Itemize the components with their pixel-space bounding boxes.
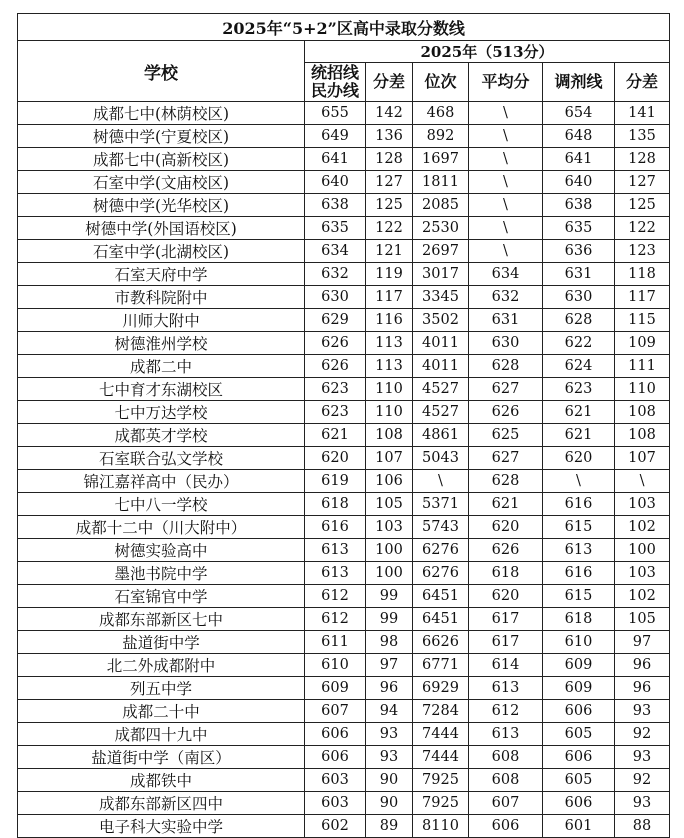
line-score: 640 — [305, 171, 366, 194]
line-score: 635 — [305, 217, 366, 240]
line-score: 638 — [305, 194, 366, 217]
diff2-value: 102 — [615, 516, 670, 539]
diff2-value: 141 — [615, 102, 670, 125]
diff2-value: 115 — [615, 309, 670, 332]
diff1-value: 98 — [366, 631, 413, 654]
table-row — [18, 286, 670, 309]
school-name: 石室中学(北湖校区) — [18, 240, 305, 263]
rank-value: 4011 — [413, 332, 469, 355]
school-name: 石室联合弘文学校 — [18, 447, 305, 470]
diff2-value: 88 — [615, 815, 670, 838]
school-name: 成都七中(林荫校区) — [18, 102, 305, 125]
adjust-line-value: 609 — [543, 654, 615, 677]
line-score: 609 — [305, 677, 366, 700]
school-name: 川师大附中 — [18, 309, 305, 332]
diff2-value: 92 — [615, 723, 670, 746]
adjust-line-value: 628 — [543, 309, 615, 332]
average-value: 627 — [469, 447, 543, 470]
average-value: \ — [469, 171, 543, 194]
diff2-value: 109 — [615, 332, 670, 355]
average-value: \ — [469, 148, 543, 171]
rank-value: 5743 — [413, 516, 469, 539]
diff1-value: 106 — [366, 470, 413, 493]
line-score: 630 — [305, 286, 366, 309]
school-name: 成都东部新区七中 — [18, 608, 305, 631]
diff2-value: 123 — [615, 240, 670, 263]
diff2-value: 127 — [615, 171, 670, 194]
diff2-value: 92 — [615, 769, 670, 792]
average-value: 630 — [469, 332, 543, 355]
line-score: 626 — [305, 355, 366, 378]
table-row — [18, 378, 670, 401]
diff1-value: 113 — [366, 332, 413, 355]
school-name: 树德实验高中 — [18, 539, 305, 562]
average-value: 620 — [469, 585, 543, 608]
rank-value: 4011 — [413, 355, 469, 378]
line-score: 629 — [305, 309, 366, 332]
line-score: 634 — [305, 240, 366, 263]
average-value: 634 — [469, 263, 543, 286]
diff1-value: 100 — [366, 562, 413, 585]
rank-value: \ — [413, 470, 469, 493]
school-name: 石室中学(文庙校区) — [18, 171, 305, 194]
adjust-line-value: 640 — [543, 171, 615, 194]
rank-value: 7925 — [413, 769, 469, 792]
line-score: 613 — [305, 539, 366, 562]
diff2-value: 96 — [615, 654, 670, 677]
table-row — [18, 401, 670, 424]
table-body — [18, 102, 670, 838]
average-value: 614 — [469, 654, 543, 677]
diff1-value: 113 — [366, 355, 413, 378]
line-score: 649 — [305, 125, 366, 148]
line-score: 612 — [305, 608, 366, 631]
average-value: \ — [469, 217, 543, 240]
average-value: 628 — [469, 470, 543, 493]
diff2-value: 118 — [615, 263, 670, 286]
diff1-value: 127 — [366, 171, 413, 194]
line-score: 613 — [305, 562, 366, 585]
adjust-line-value: 622 — [543, 332, 615, 355]
average-value: 607 — [469, 792, 543, 815]
adjust-line-value: 615 — [543, 516, 615, 539]
line-score: 610 — [305, 654, 366, 677]
table-row — [18, 102, 670, 125]
school-name: 成都铁中 — [18, 769, 305, 792]
rank-value: 2530 — [413, 217, 469, 240]
average-value: 608 — [469, 746, 543, 769]
diff1-value: 99 — [366, 608, 413, 631]
rank-value: 1811 — [413, 171, 469, 194]
diff2-value: 93 — [615, 792, 670, 815]
school-name: 成都英才学校 — [18, 424, 305, 447]
rank-value: 7925 — [413, 792, 469, 815]
adjust-line-value: 638 — [543, 194, 615, 217]
line-score: 620 — [305, 447, 366, 470]
rank-value: 3017 — [413, 263, 469, 286]
table-row — [18, 424, 670, 447]
diff1-value: 89 — [366, 815, 413, 838]
diff1-value: 103 — [366, 516, 413, 539]
diff2-value: 110 — [615, 378, 670, 401]
diff2-value: 105 — [615, 608, 670, 631]
adjust-line-value: 601 — [543, 815, 615, 838]
rank-value: 4527 — [413, 378, 469, 401]
school-name: 树德中学(宁夏校区) — [18, 125, 305, 148]
diff2-value: 100 — [615, 539, 670, 562]
rank-column-header: 位次 — [413, 63, 469, 102]
table-row — [18, 125, 670, 148]
adjust-line-value: 616 — [543, 562, 615, 585]
rank-value: 4527 — [413, 401, 469, 424]
table-row — [18, 148, 670, 171]
rank-value: 892 — [413, 125, 469, 148]
adjust-line-value: 615 — [543, 585, 615, 608]
diff1-value: 97 — [366, 654, 413, 677]
adjust-line-value: 621 — [543, 424, 615, 447]
table-row — [18, 171, 670, 194]
rank-value: 1697 — [413, 148, 469, 171]
average-value: 626 — [469, 539, 543, 562]
diff1-value: 121 — [366, 240, 413, 263]
average-value: 613 — [469, 677, 543, 700]
table-row — [18, 309, 670, 332]
diff1-value: 100 — [366, 539, 413, 562]
school-name: 盐道街中学 — [18, 631, 305, 654]
diff1-value: 125 — [366, 194, 413, 217]
average-value: 625 — [469, 424, 543, 447]
school-name: 七中万达学校 — [18, 401, 305, 424]
diff2-value: 122 — [615, 217, 670, 240]
average-value: 617 — [469, 608, 543, 631]
average-value: 618 — [469, 562, 543, 585]
diff2-value: 128 — [615, 148, 670, 171]
diff2-value: 102 — [615, 585, 670, 608]
table-row — [18, 608, 670, 631]
adjust-line-value: 605 — [543, 723, 615, 746]
table-row — [18, 723, 670, 746]
line-score: 632 — [305, 263, 366, 286]
year-header: 2025年（513分） — [305, 41, 670, 63]
line-private-column-header — [305, 63, 366, 102]
diff2-value: 108 — [615, 424, 670, 447]
line-score: 618 — [305, 493, 366, 516]
diff2-value: 93 — [615, 746, 670, 769]
school-name: 成都十二中（川大附中） — [18, 516, 305, 539]
school-column-header: 学校 — [18, 41, 305, 102]
adjust-line-value: 613 — [543, 539, 615, 562]
rank-value: 6626 — [413, 631, 469, 654]
line-score: 655 — [305, 102, 366, 125]
diff1-value: 110 — [366, 401, 413, 424]
adjust-line-value: 616 — [543, 493, 615, 516]
rank-value: 6451 — [413, 608, 469, 631]
table-row — [18, 631, 670, 654]
adjust-line-value: 635 — [543, 217, 615, 240]
adjust-line-value: 641 — [543, 148, 615, 171]
diff1-value: 96 — [366, 677, 413, 700]
line-score: 602 — [305, 815, 366, 838]
diff1-value: 119 — [366, 263, 413, 286]
table-row — [18, 470, 670, 493]
diff1-value: 136 — [366, 125, 413, 148]
diff2-value: 125 — [615, 194, 670, 217]
line-score: 611 — [305, 631, 366, 654]
diff2-value: 135 — [615, 125, 670, 148]
line-score: 623 — [305, 401, 366, 424]
line-score: 623 — [305, 378, 366, 401]
adjust-line-column-header: 调剂线 — [543, 63, 615, 102]
diff2-value: 96 — [615, 677, 670, 700]
line-score: 603 — [305, 792, 366, 815]
table-row — [18, 217, 670, 240]
average-value: 631 — [469, 309, 543, 332]
average-value: 626 — [469, 401, 543, 424]
adjust-line-value: 631 — [543, 263, 615, 286]
adjust-line-value: 606 — [543, 746, 615, 769]
school-name: 成都七中(高新校区) — [18, 148, 305, 171]
table-row — [18, 677, 670, 700]
rank-value: 4861 — [413, 424, 469, 447]
school-name: 成都四十九中 — [18, 723, 305, 746]
diff1-value: 93 — [366, 746, 413, 769]
adjust-line-value: 624 — [543, 355, 615, 378]
diff1-value: 117 — [366, 286, 413, 309]
table-row — [18, 815, 670, 838]
school-name: 盐道街中学（南区） — [18, 746, 305, 769]
rank-value: 6929 — [413, 677, 469, 700]
table-row — [18, 769, 670, 792]
average-value: 621 — [469, 493, 543, 516]
rank-value: 5371 — [413, 493, 469, 516]
table-row — [18, 447, 670, 470]
adjust-line-value: 609 — [543, 677, 615, 700]
line-score: 606 — [305, 723, 366, 746]
diff2-value: 108 — [615, 401, 670, 424]
school-name: 列五中学 — [18, 677, 305, 700]
diff2-value: 103 — [615, 493, 670, 516]
line-score: 621 — [305, 424, 366, 447]
table-row — [18, 654, 670, 677]
rank-value: 6276 — [413, 562, 469, 585]
diff2-value: 93 — [615, 700, 670, 723]
average-value: 628 — [469, 355, 543, 378]
rank-value: 6771 — [413, 654, 469, 677]
line-score: 606 — [305, 746, 366, 769]
average-value: \ — [469, 240, 543, 263]
average-value: 608 — [469, 769, 543, 792]
diff1-value: 93 — [366, 723, 413, 746]
diff1-value: 128 — [366, 148, 413, 171]
adjust-line-value: 610 — [543, 631, 615, 654]
table-row — [18, 562, 670, 585]
diff1-value: 107 — [366, 447, 413, 470]
school-name: 成都二中 — [18, 355, 305, 378]
school-name: 北二外成都附中 — [18, 654, 305, 677]
table-row — [18, 194, 670, 217]
average-value: 617 — [469, 631, 543, 654]
table-row — [18, 792, 670, 815]
rank-value: 7284 — [413, 700, 469, 723]
average-value: \ — [469, 194, 543, 217]
diff2-value: 97 — [615, 631, 670, 654]
rank-value: 7444 — [413, 746, 469, 769]
average-value: 606 — [469, 815, 543, 838]
school-name: 成都东部新区四中 — [18, 792, 305, 815]
rank-value: 7444 — [413, 723, 469, 746]
table-row — [18, 332, 670, 355]
adjust-line-value: 648 — [543, 125, 615, 148]
school-name: 树德中学(光华校区) — [18, 194, 305, 217]
diff1-value: 142 — [366, 102, 413, 125]
line-score: 612 — [305, 585, 366, 608]
table-title: 2025年“5+2”区高中录取分数线 — [18, 14, 670, 41]
adjust-line-value: 654 — [543, 102, 615, 125]
adjust-line-value: 605 — [543, 769, 615, 792]
table-row — [18, 355, 670, 378]
average-value: 632 — [469, 286, 543, 309]
rank-value: 5043 — [413, 447, 469, 470]
average-value: 620 — [469, 516, 543, 539]
diff1-value: 110 — [366, 378, 413, 401]
diff2-value: 103 — [615, 562, 670, 585]
adjust-line-value: 636 — [543, 240, 615, 263]
line-score: 603 — [305, 769, 366, 792]
average-value: 612 — [469, 700, 543, 723]
rank-value: 3502 — [413, 309, 469, 332]
table-row — [18, 539, 670, 562]
adjust-line-value: 630 — [543, 286, 615, 309]
diff1-column-header: 分差 — [366, 63, 413, 102]
adjust-line-value: 623 — [543, 378, 615, 401]
rank-value: 3345 — [413, 286, 469, 309]
diff1-value: 108 — [366, 424, 413, 447]
rank-value: 8110 — [413, 815, 469, 838]
table-row — [18, 516, 670, 539]
table-row — [18, 240, 670, 263]
average-value: 613 — [469, 723, 543, 746]
line-score: 616 — [305, 516, 366, 539]
school-name: 墨池书院中学 — [18, 562, 305, 585]
line-score: 619 — [305, 470, 366, 493]
adjust-line-value: 621 — [543, 401, 615, 424]
table-row — [18, 700, 670, 723]
diff2-value: \ — [615, 470, 670, 493]
diff1-value: 90 — [366, 769, 413, 792]
school-name: 锦江嘉祥高中（民办） — [18, 470, 305, 493]
school-name: 市教科院附中 — [18, 286, 305, 309]
diff1-value: 105 — [366, 493, 413, 516]
diff2-value: 117 — [615, 286, 670, 309]
diff1-value: 99 — [366, 585, 413, 608]
school-name: 石室锦官中学 — [18, 585, 305, 608]
adjust-line-value: 620 — [543, 447, 615, 470]
line-score: 607 — [305, 700, 366, 723]
adjust-line-value: 606 — [543, 700, 615, 723]
diff1-value: 90 — [366, 792, 413, 815]
average-value: 627 — [469, 378, 543, 401]
rank-value: 2085 — [413, 194, 469, 217]
line-score: 641 — [305, 148, 366, 171]
diff1-value: 122 — [366, 217, 413, 240]
rank-value: 6451 — [413, 585, 469, 608]
table-row — [18, 263, 670, 286]
diff2-value: 111 — [615, 355, 670, 378]
admission-score-table — [17, 13, 670, 838]
rank-value: 6276 — [413, 539, 469, 562]
average-column-header: 平均分 — [469, 63, 543, 102]
school-name: 七中八一学校 — [18, 493, 305, 516]
rank-value: 2697 — [413, 240, 469, 263]
diff1-value: 116 — [366, 309, 413, 332]
school-name: 七中育才东湖校区 — [18, 378, 305, 401]
adjust-line-value: \ — [543, 470, 615, 493]
rank-value: 468 — [413, 102, 469, 125]
average-value: \ — [469, 102, 543, 125]
school-name: 成都二十中 — [18, 700, 305, 723]
adjust-line-value: 618 — [543, 608, 615, 631]
school-name: 石室天府中学 — [18, 263, 305, 286]
diff1-value: 94 — [366, 700, 413, 723]
school-name: 树德中学(外国语校区) — [18, 217, 305, 240]
school-name: 电子科大实验中学 — [18, 815, 305, 838]
line-private-header-text: 统招线 民办线 — [310, 63, 359, 100]
line-score: 626 — [305, 332, 366, 355]
table-row — [18, 746, 670, 769]
table-row — [18, 493, 670, 516]
adjust-line-value: 606 — [543, 792, 615, 815]
average-value: \ — [469, 125, 543, 148]
diff2-value: 107 — [615, 447, 670, 470]
table-row — [18, 585, 670, 608]
diff2-column-header: 分差 — [615, 63, 670, 102]
school-name: 树德淮州学校 — [18, 332, 305, 355]
